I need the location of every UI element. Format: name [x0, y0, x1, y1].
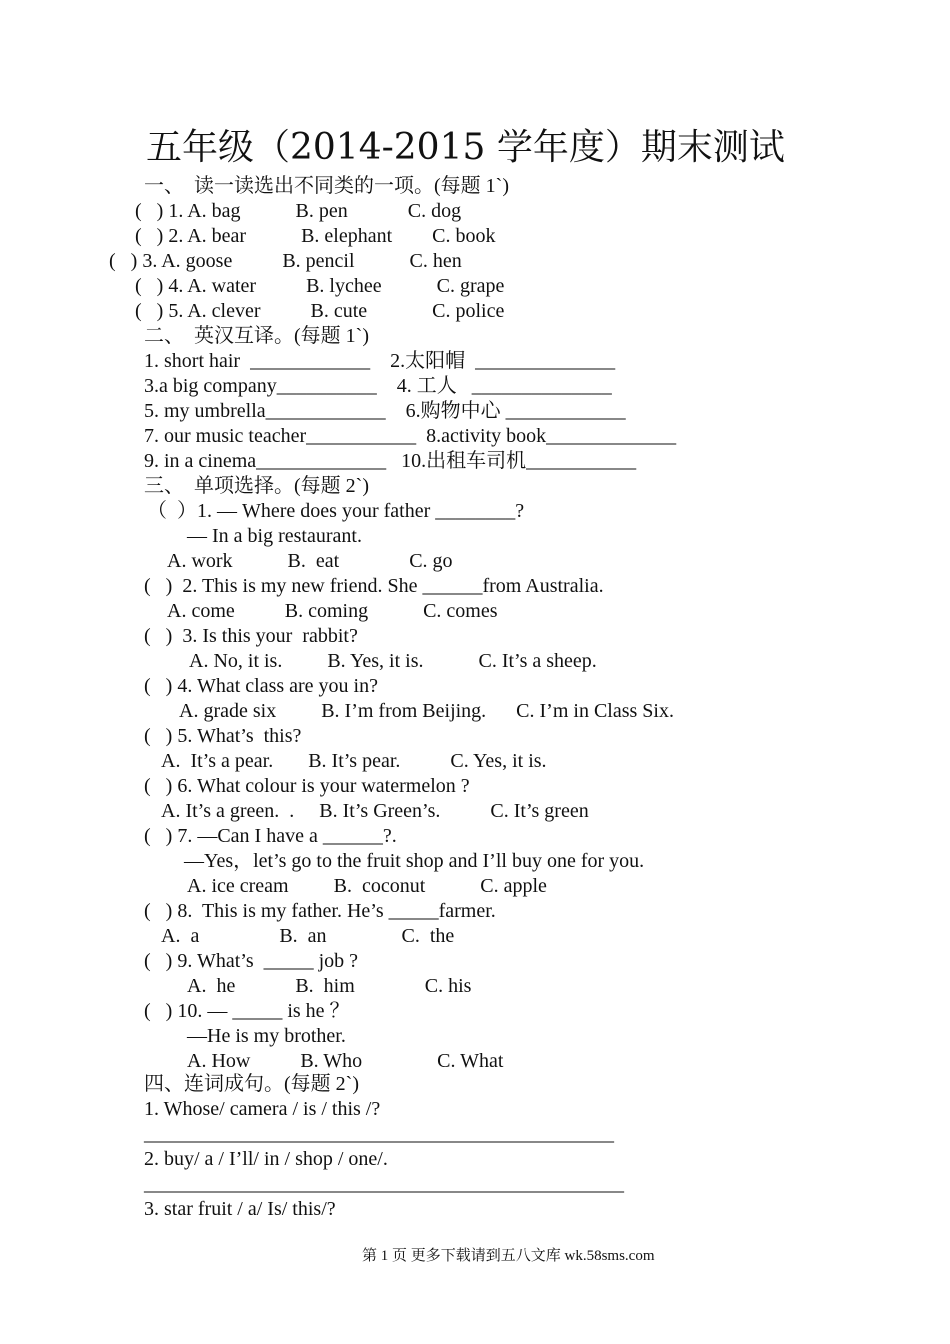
section-4-heading: 四、连词成句。(每题 2`)	[144, 1073, 359, 1095]
question-3-3: ( ) 3. Is this your rabbit?	[144, 625, 358, 647]
question-1-2: ( ) 2. A. bear B. elephant C. book	[135, 225, 496, 247]
answer-line-2: ________________________________________________	[144, 1173, 624, 1195]
question-3-1: （ ）1. — Where does your father ________?	[147, 500, 525, 522]
question-3-8: ( ) 8. This is my father. He’s _____farmer.	[144, 900, 496, 922]
question-3-6-options: A. It’s a green. . B. It’s Green’s. C. It’s green	[161, 800, 589, 822]
question-3-10: ( ) 10. — _____ is he ？	[144, 1000, 350, 1022]
question-3-7-answer: —Yes，let’s go to the fruit shop and I’ll buy one for you.	[184, 850, 645, 872]
question-3-9-options: A. he B. him C. his	[187, 975, 472, 997]
sentence-1: 1. Whose/ camera / is / this /?	[144, 1098, 381, 1120]
question-3-2: ( ) 2. This is my new friend. She ______from Australia.	[144, 575, 604, 597]
question-1-4: ( ) 4. A. water B. lychee C. grape	[135, 275, 505, 297]
section-2-heading: 二、 英汉互译。(每题 1`)	[144, 325, 369, 347]
question-3-6: ( ) 6. What colour is your watermelon ?	[144, 775, 470, 797]
question-3-4-options: A. grade six B. I’m from Beijing. C. I’m in Class Six.	[179, 700, 674, 722]
translation-row-1: 1. short hair ____________ 2.太阳帽 ______________	[144, 350, 616, 372]
question-3-1-answer: — In a big restaurant.	[187, 525, 362, 547]
question-1-5: ( ) 5. A. clever B. cute C. police	[135, 300, 505, 322]
question-3-5-options: A. It’s a pear. B. It’s pear. C. Yes, it is.	[161, 750, 547, 772]
question-1-1: ( ) 1. A. bag B. pen C. dog	[135, 200, 462, 222]
question-3-5: ( ) 5. What’s this?	[144, 725, 302, 747]
question-3-3-options: A. No, it is. B. Yes, it is. C. It’s a sheep.	[189, 650, 597, 672]
section-3-heading: 三、 单项选择。(每题 2`)	[144, 475, 369, 497]
question-3-7-options: A. ice cream B. coconut C. apple	[187, 875, 547, 897]
question-3-10-answer: —He is my brother.	[187, 1025, 346, 1047]
question-3-9: ( ) 9. What’s _____ job ?	[144, 950, 359, 972]
question-3-8-options: A. a B. an C. the	[161, 925, 455, 947]
sentence-2: 2. buy/ a / I’ll/ in / shop / one/.	[144, 1148, 388, 1170]
question-3-10-options: A. How B. Who C. What	[187, 1050, 504, 1072]
question-3-2-options: A. come B. coming C. comes	[167, 600, 498, 622]
page-footer: 第 1 页 更多下载请到五八文库 wk.58sms.com	[362, 1248, 655, 1264]
question-3-7: ( ) 7. —Can I have a ______?.	[144, 825, 397, 847]
question-3-4: ( ) 4. What class are you in?	[144, 675, 378, 697]
translation-row-2: 3.a big company__________ 4. 工人 ______________	[144, 375, 612, 397]
page-title: 五年级（2014-2015 学年度）期末测试	[146, 127, 785, 168]
translation-row-4: 7. our music teacher___________ 8.activity book_____________	[144, 425, 677, 447]
translation-row-5: 9. in a cinema_____________ 10.出租车司机___________	[144, 450, 637, 472]
question-3-1-options: A. work B. eat C. go	[167, 550, 453, 572]
answer-line-1: _______________________________________________	[144, 1123, 614, 1145]
translation-row-3: 5. my umbrella____________ 6.购物中心 ____________	[144, 400, 626, 422]
question-1-3: ( ) 3. A. goose B. pencil C. hen	[109, 250, 462, 272]
section-1-heading: 一、 读一读选出不同类的一项。(每题 1`)	[144, 175, 509, 197]
sentence-3: 3. star fruit / a/ Is/ this/?	[144, 1198, 336, 1220]
